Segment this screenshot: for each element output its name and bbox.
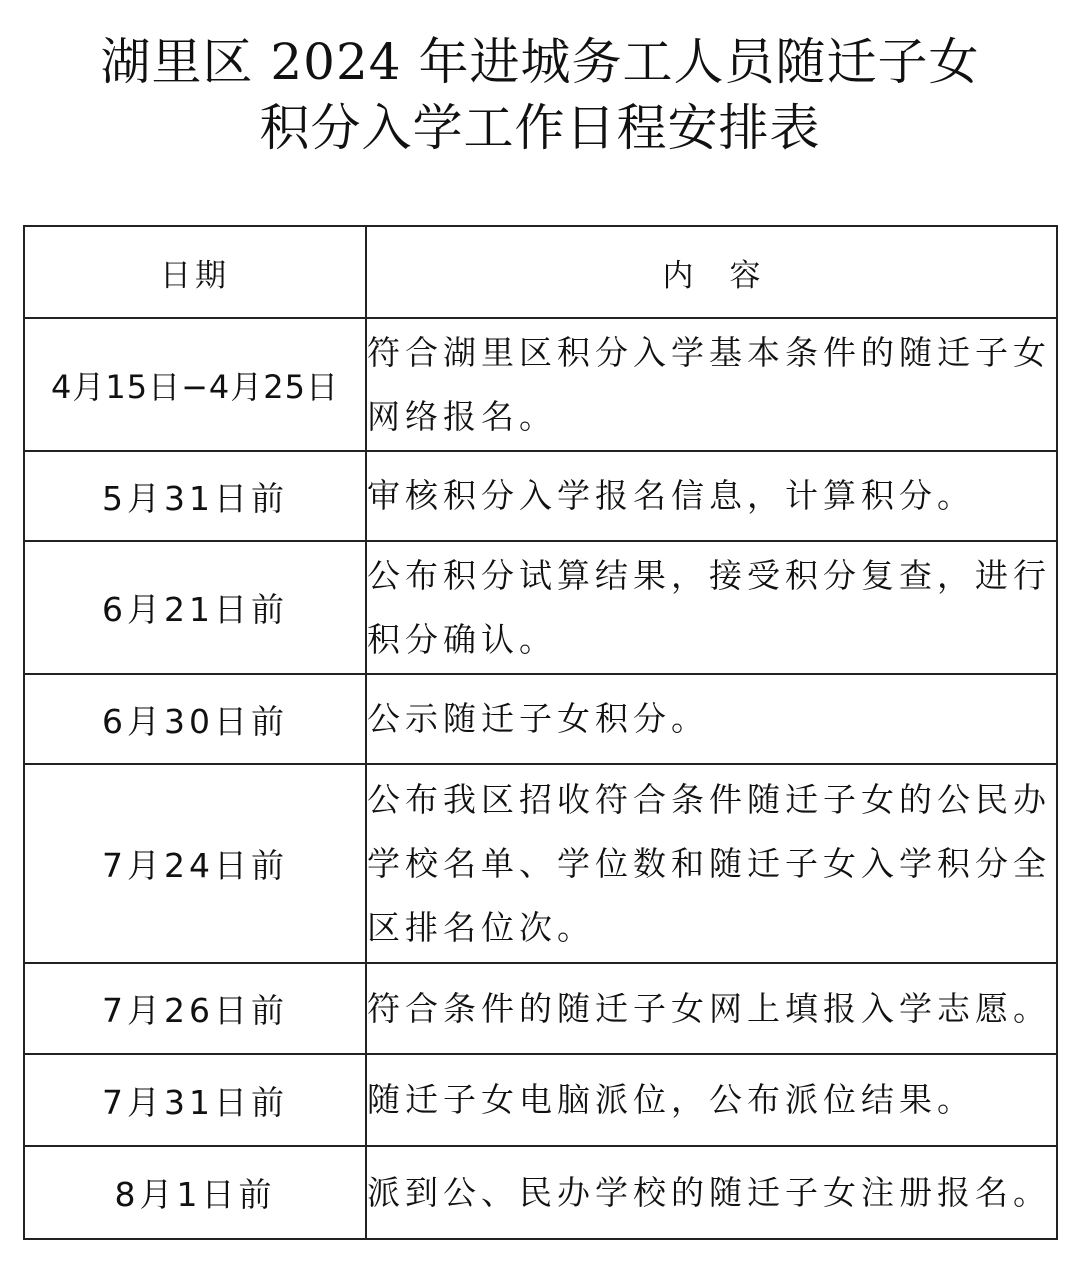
row-content: 符合湖里区积分入学基本条件的随迁子女网络报名。	[366, 318, 1057, 451]
table-row	[24, 318, 1057, 451]
table-row	[24, 674, 1057, 764]
document-title-line-2: 积分入学工作日程安排表	[259, 99, 821, 157]
row-date: 4月15日−4月25日	[24, 318, 366, 451]
row-date: 7月31日前	[24, 1054, 366, 1146]
row-content: 公示随迁子女积分。	[366, 674, 1057, 764]
row-date: 6月30日前	[24, 674, 366, 764]
row-date: 7月26日前	[24, 963, 366, 1054]
row-date: 8月1日前	[24, 1146, 366, 1239]
table-row	[24, 1146, 1057, 1239]
row-content: 公布我区招收符合条件随迁子女的公民办学校名单、学位数和随迁子女入学积分全区排名位次。	[366, 764, 1057, 963]
content-column-header: 内容	[366, 226, 1057, 318]
row-content: 随迁子女电脑派位，公布派位结果。	[366, 1054, 1057, 1146]
row-date: 6月21日前	[24, 541, 366, 674]
table-row	[24, 764, 1057, 963]
date-column-header: 日期	[24, 226, 366, 318]
row-date: 7月24日前	[24, 764, 366, 963]
schedule-table	[23, 225, 1058, 1240]
document-title-line-1: 湖里区 2024 年进城务工人员随迁子女	[100, 33, 980, 91]
row-content: 符合条件的随迁子女网上填报入学志愿。	[366, 963, 1057, 1054]
row-content: 派到公、民办学校的随迁子女注册报名。	[366, 1146, 1057, 1239]
row-content: 公布积分试算结果，接受积分复查，进行积分确认。	[366, 541, 1057, 674]
row-date: 5月31日前	[24, 451, 366, 541]
table-row	[24, 1054, 1057, 1146]
table-row	[24, 541, 1057, 674]
table-row	[24, 451, 1057, 541]
table-row	[24, 963, 1057, 1054]
table-header-row	[24, 226, 1057, 318]
row-content: 审核积分入学报名信息，计算积分。	[366, 451, 1057, 541]
